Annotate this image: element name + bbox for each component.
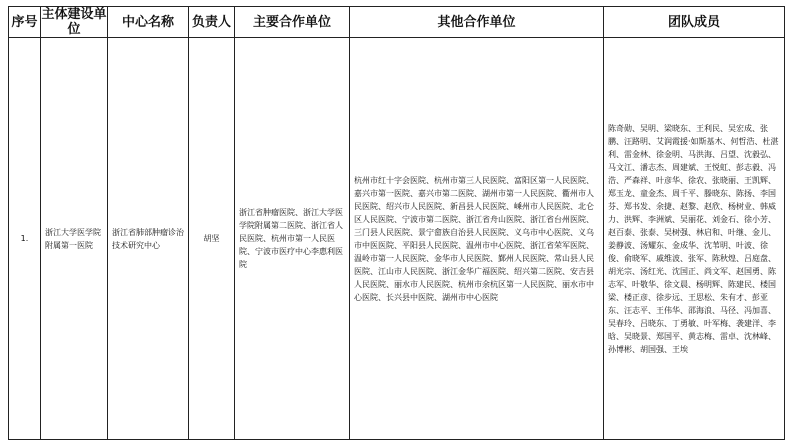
header-unit: 主体建设单位 [41, 7, 107, 37]
header-main-partners: 主要合作单位 [235, 7, 350, 38]
cell-leader: 胡坚 [189, 38, 235, 440]
table-row [9, 38, 785, 440]
header-leader: 负责人 [189, 7, 235, 38]
header-seq: 序号 [9, 7, 41, 38]
cell-center: 浙江省肺部肿瘤诊治技术研究中心 [108, 38, 189, 440]
header-team: 团队成员 [604, 7, 785, 38]
header-center: 中心名称 [108, 7, 189, 38]
collaboration-table [8, 6, 785, 440]
cell-team: 陈奇勋、吴明、梁晓东、王利民、吴宏成、张鹏、汪路明、艾润霞援·如斯基木、何哲浩、杜湛利、雷金林、徐金明、马洪海、吕望、沈毅弘、马文江、潘志杰、周建斌、王悦虹、彭志毅、冯浩、严森祥、叶彦华、徐农、张晓丽、王凯辉、郑玉龙、童金杰、周千平、滕晓东、陈扬、李国芬、郑书发、余捷、赵黎、赵欣、杨树业、韩威力、洪辉、李洲斌、吴丽花、刘金石、徐小芳、赵百泰、张泰、吴树强、林启和、叶继、金儿、姜静波、汤耀东、金成华、沈苇明、叶波、徐俊、俞晓军、戚维波、张军、陈秋煌、吕庭盘、胡光宗、汤红光、沈国正、尚文军、赵国勇、陈志军、叶敬华、徐文晨、杨明辉、陈建民、楼国梁、楼正彦、徐步远、王思松、朱有才、彭亚东、汪志平、王伟华、邵海浪、马径、冯加喜、吴春玲、吕晓东、丁勇敏、叶军梅、袭建洋、李晗、吴晓景、郑国平、黄志梅、雷卓、沈林峰、孙博彬、胡国强、王埃 [604, 38, 785, 440]
cell-unit: 浙江大学医学院附属第一医院 [41, 38, 108, 440]
cell-seq: 1. [9, 38, 41, 440]
cell-other-partners: 杭州市红十字会医院、杭州市第三人民医院、富阳区第一人民医院、嘉兴市第一医院、嘉兴市第二医院、湖州市第一人民医院、衢州市人民医院、绍兴市人民医院、新昌县人民医院、嵊州市人民医院、北仑区人民医院、宁波市第二医院、浙江省舟山医院、浙江省台州医院、三门县人民医院、景宁畲族自治县人民医院、义乌市中心医院、义乌市中医医院、平阳县人民医院、温州市中心医院、浙江省荣军医院、温岭市第一人民医院、金华市人民医院、鄞州人民医院、常山县人民医院、江山市人民医院、浙江金华广福医院、绍兴第二医院、安吉县人民医院、丽水市人民医院、杭州市余杭区第一人民医院、丽水市中心医院、长兴县中医院、湖州市中心医院 [350, 38, 604, 440]
cell-main-partners: 浙江省肿瘤医院、浙江大学医学院附属第二医院、浙江省人民医院、杭州市第一人民医院、宁波市医疗中心李惠利医院 [235, 38, 350, 440]
header-row [9, 7, 785, 38]
header-other-partners: 其他合作单位 [350, 7, 604, 38]
